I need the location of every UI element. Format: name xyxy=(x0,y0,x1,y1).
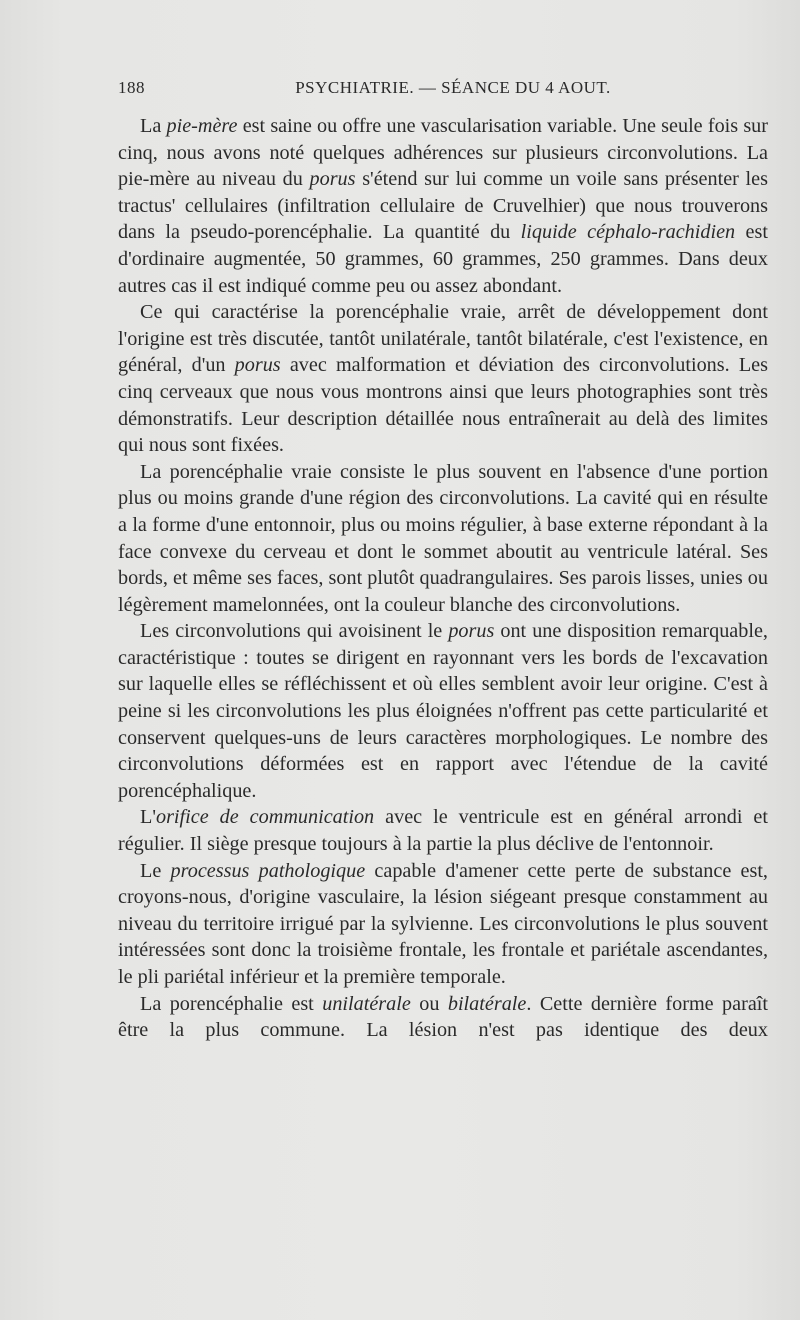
paragraph-5: L'orifice de communication avec le ventricule est en général arrondi et régulier. Il siège presque toujours à la partie la plus déclive de l'entonnoir. xyxy=(118,806,769,856)
paragraph-4: Les circonvolutions qui avoisinent le porus ont une disposition remarquable, caractéristique : toutes se dirigent en rayonnant vers les bords de l'excavation sur laquelle elles se réfléchissent et où elles semblent avoir leur origine. C'est à peine si les circonvolutions les plus éloignées n'offrent pas cette particularité et conservent quelques-uns de leurs caractères morphologiques. Le nombre des circonvolutions déformées est en rapport avec l'étendue de la cavité porencéphalique. xyxy=(118,620,768,802)
running-head: PSYCHIATRIE. — SÉANCE DU 4 AOUT. xyxy=(295,78,611,97)
page-header xyxy=(118,78,768,102)
paragraph-1: La pie-mère est saine ou offre une vascularisation variable. Une seule fois sur cinq, nous avons noté quelques adhérences sur plusieurs circonvolutions. La pie-mère au niveau du porus s'étend sur lui comme un voile sans présenter les tractus' cellulaires (infiltration cellulaire de Cruvelhier) que nous trouverons dans la pseudo-porencéphalie. La quantité du liquide céphalo-rachidien est d'ordinaire augmentée, 50 grammes, 60 grammes, 250 grammes. Dans deux autres cas il est indiqué comme peu ou assez abondant. xyxy=(118,115,768,297)
paragraph-2: Ce qui caractérise la porencéphalie vraie, arrêt de développement dont l'origine est très discutée, tantôt unilatérale, tantôt bilatérale, c'est l'existence, en général, d'un porus avec malformation et déviation des circonvolutions. Les cinq cerveaux que nous vous montrons ainsi que leurs photographies sont très démonstratifs. Leur description détaillée nous entraînerait au delà des limites qui nous sont fixées. xyxy=(118,301,768,457)
paragraph-7: La porencéphalie est unilatérale ou bilatérale. Cette dernière forme paraît être la plus commune. La lésion n'est pas identique des deux xyxy=(118,992,768,1042)
body-text xyxy=(118,113,768,1044)
paragraph-3: La porencéphalie vraie consiste le plus souvent en l'absence d'une portion plus ou moins grande d'une région des circonvolutions. La cavité qui en résulte a la forme d'une entonnoir, plus ou moins régulier, à base externe répondant à la face convexe du cerveau et dont le sommet aboutit au ventricule latéral. Ses bords, et même ses faces, sont plutôt quadrangulaires. Ses parois lisses, unies ou légèrement mamelonnées, ont la couleur blanche des circonvolutions. xyxy=(118,460,768,616)
page-number: 188 xyxy=(118,78,145,97)
paragraph-6: Le processus pathologique capable d'amener cette perte de substance est, croyons-nous, d'origine vasculaire, la lésion siégeant presque constamment au niveau du territoire irrigué par la sylvienne. Les circonvolutions le plus souvent intéressées sont donc la troisième frontale, les frontale et pariétale ascendantes, le pli pariétal inférieur et la première temporale. xyxy=(118,859,768,988)
